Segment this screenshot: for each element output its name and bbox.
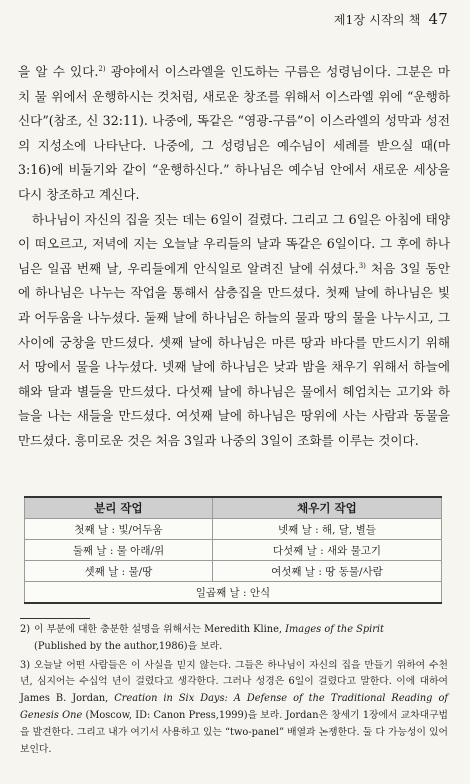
table-row	[25, 582, 442, 604]
footnote-2-text-a: 이 부분에 대한 충분한 설명을 위해서는 Meredith Kline,	[34, 624, 286, 635]
table-cell: 다섯째 날 : 새와 물고기	[212, 540, 441, 561]
table-row	[25, 540, 442, 561]
paragraph-1	[18, 60, 450, 208]
footnote-3-text-a: 오늘날 어떤 사람들은 이 사실을 믿지 않는다. 그들은 하나님이 자신의 집을 만들기 위하여 수천 년, 심지어는 수십억 년이 걸렸다고 생각한다. 그러나 성경은 6일이 걸렸다고 말한다. 이에 대하여 James B. Jordan,	[20, 659, 448, 705]
table-row	[25, 561, 442, 582]
paragraph-1-text-a: 을 알 수 있다.	[18, 64, 99, 79]
paragraph-2-text-a: 하나님이 자신의 집을 짓는 데는 6일이 걸렸다. 그리고 그 6일은 아침에 태양이 떠오르고, 저녁에 지는 오늘날 우리들의 날과 똑같은 6일이다. 그 후에 하나님은 일곱 번째 날, 우리들에게 안식일로 알려진 날에 쉬셨다.	[18, 211, 450, 276]
page-number: 47	[428, 10, 448, 28]
footnote-3-text-b: (Moscow, ID: Canon Press,1999)을 보라. Jordan은 창세기 1장에서 교차대구법을 발견한다. 그리고 내가 여기서 사용하고 있는 “two-panel” 배열과 논쟁한다. 둘 다 가능성이 있어 보인다.	[20, 709, 448, 755]
footnote-ref-2: 2)	[98, 64, 106, 73]
creation-days-table	[24, 496, 442, 604]
footnote-2	[20, 622, 448, 656]
body-text	[18, 60, 450, 454]
table-cell: 첫째 날 : 빛/어두움	[25, 519, 213, 540]
table-cell: 셋째 날 : 물/땅	[25, 561, 213, 582]
table-header-separation: 분리 작업	[25, 497, 213, 519]
footnote-3-book-title: Creation in Six Days: A Defense of the Traditional Reading of Genesis One	[20, 693, 448, 721]
table-header-filling: 채우기 작업	[212, 497, 441, 519]
table-cell: 둘째 날 : 물 아래/위	[25, 540, 213, 561]
footnotes	[20, 622, 448, 760]
footnote-3	[20, 658, 448, 759]
table-cell: 여섯째 날 : 땅 동물/사람	[212, 561, 441, 582]
footnote-2-number: 2)	[20, 624, 31, 635]
footnote-ref-3: 3)	[358, 261, 366, 270]
table-row	[25, 519, 442, 540]
table-footer-cell: 일곱째 날 : 안식	[25, 582, 442, 604]
table-cell: 넷째 날 : 해, 달, 별들	[212, 519, 441, 540]
paragraph-1-text-b: 광야에서 이스라엘을 인도하는 구름은 성령님이다. 그분은 마치 물 위에서 운행하시는 것처럼, 새로운 창조를 위해서 이스라엘 위에 “운행하신다”(참조, 신 32:11). 나중에, 똑같은 “영광-구름”이 이스라엘의 성막과 성전의 지성소에 나타난다. 나중에, 그 성령님은 예수님이 세례를 받으실 때(마 3:16)에 비둘기와 같이 “운행하신다.” 하나님은 예수님 안에서 새로운 세상을 다시 창조하고 계신다.	[18, 64, 451, 202]
footnote-2-book-title: Images of the Spirit	[285, 624, 384, 635]
footnote-divider	[20, 618, 90, 619]
footnote-3-number: 3)	[20, 659, 31, 671]
paragraph-2-text-b: 처음 3일 동안에 하나님은 나누는 작업을 통해서 삼층집을 만드셨다. 첫째 날에 하나님은 빛과 어두움을 나누셨다. 둘째 날에 하나님은 하늘의 물과 땅의 물을 나누시고, 그 사이에 궁창을 만드셨다. 셋째 날에 하나님은 마른 땅과 바다를 만드시기 위해서 땅에서 물을 나누셨다. 넷째 날에 하나님은 낮과 밤을 채우기 위해서 하늘에 해와 달과 별들을 만드셨다. 다섯째 날에 하나님은 물에서 헤엄치는 고기와 하늘을 나는 새들을 만드셨다. 여섯째 날에 하나님은 땅위에 사는 사람과 동물을 만드셨다. 흥미로운 것은 처음 3일과 나중의 3일이 조화를 이루는 것이다.	[18, 260, 450, 448]
paragraph-2	[18, 208, 450, 454]
footnote-2-text-b: (Published by the author,1986)을 보라.	[34, 640, 223, 652]
chapter-title: 제1장 시작의 책	[333, 13, 421, 27]
running-head	[334, 10, 448, 28]
